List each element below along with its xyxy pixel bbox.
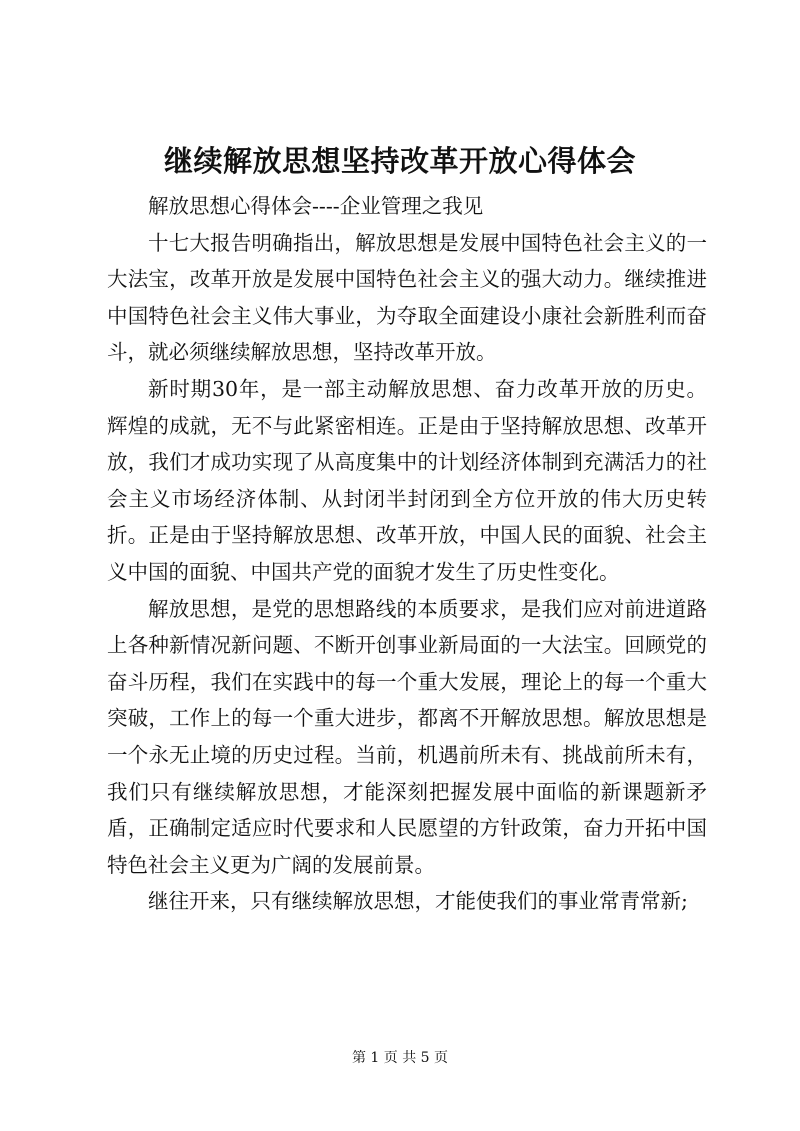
paragraph: 新时期30年，是一部主动解放思想、奋力改革开放的历史。辉煌的成就，无不与此紧密相连。正是由于坚持解放思想、改革开放，我们才成功实现了从高度集中的计划经济体制到充满活力的社会主义市场经济体制、从封闭半封闭到全方位开放的伟大历史转折。正是由于坚持解放思想、改革开放，中国人民的面貌、社会主义中国的面貌、中国共产党的面貌才发生了历史性变化。 [107,376,707,584]
document-body [107,188,707,920]
document-title: 继续解放思想坚持改革开放心得体会 [163,144,636,178]
paragraph: 解放思想，是党的思想路线的本质要求，是我们应对前进道路上各种新情况新问题、不断开创事业新局面的一大法宝。回顾党的奋斗历程，我们在实践中的每一个重大发展，理论上的每一个重大突破，工作上的每一个重大进步，都离不开解放思想。解放思想是一个永无止境的历史过程。当前，机遇前所未有、挑战前所未有，我们只有继续解放思想，才能深刻把握发展中面临的新课题新矛盾，正确制定适应时代要求和人民愿望的方针政策，奋力开拓中国特色社会主义更为广阔的发展前景。 [107,596,707,877]
paragraph-subtitle: 解放思想心得体会----企业管理之我见 [148,194,484,218]
paragraph: 十七大报告明确指出，解放思想是发展中国特色社会主义的一大法宝，改革开放是发展中国特色社会主义的强大动力。继续推进中国特色社会主义伟大事业，为夺取全面建设小康社会新胜利而奋斗，就必须继续解放思想，坚持改革开放。 [107,230,707,365]
paragraph: 继往开来，只有继续解放思想，才能使我们的事业常青常新; [148,889,688,914]
page-number-footer: 第 1 页 共 5 页 [351,1050,449,1066]
